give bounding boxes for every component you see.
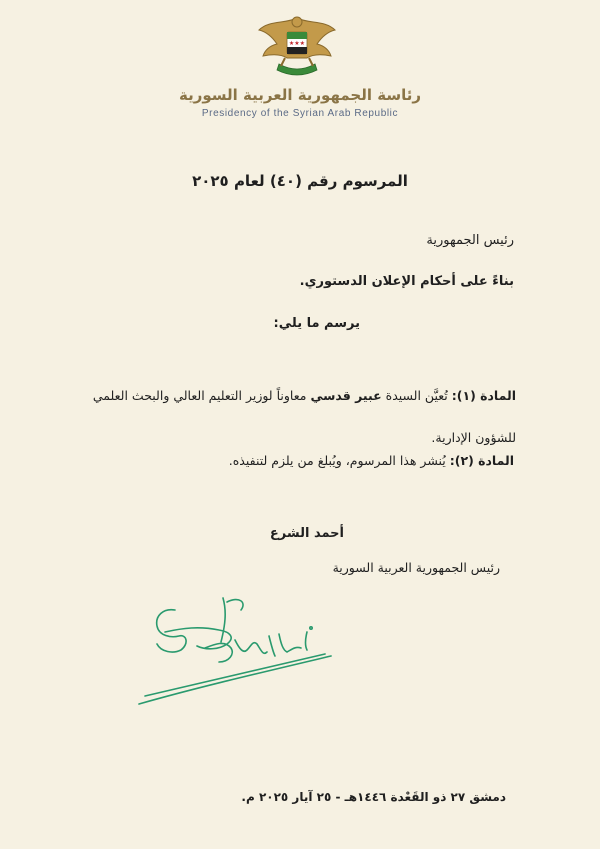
decrees-line: يرسم ما يلي: [273, 316, 360, 331]
article-2-text: يُنشر هذا المرسوم، ويُبلغ من يلزم لتنفيذه. [228, 453, 446, 468]
handwritten-signature [135, 592, 335, 717]
eagle-emblem-icon [255, 10, 339, 82]
article-1-rest: معاوناً لوزير التعليم العالي والبحث العلمي للشؤون الإدارية. [92, 388, 516, 445]
article-2-label: المادة (٢): [449, 453, 514, 468]
signer-name: أحمد الشرع [269, 526, 344, 541]
svg-text:★★★: ★★★ [288, 40, 306, 47]
org-name-arabic: رئاسة الجمهورية العربية السورية [179, 86, 421, 104]
article-1-label: المادة (١): [451, 388, 516, 403]
org-name-english: Presidency of the Syrian Arab Republic [201, 108, 399, 119]
basis-line: بناءً على أحكام الإعلان الدستوري. [299, 274, 514, 289]
signer-title: رئيس الجمهورية العربية السورية [332, 560, 500, 575]
appointee-name: عبير قدسي [310, 388, 382, 403]
article-1 [86, 375, 516, 459]
decree-title: المرسوم رقم (٤٠) لعام ٢٠٢٥ [192, 172, 408, 190]
issuer-line: رئيس الجمهورية [426, 233, 514, 248]
article-1-text: تُعيَّن السيدة [385, 388, 448, 403]
date-line: دمشق ٢٧ ذو القَعْدة ١٤٤٦هـ - ٢٥ آيار ٢٠٢٥ م. [241, 790, 506, 804]
article-2 [229, 453, 514, 468]
